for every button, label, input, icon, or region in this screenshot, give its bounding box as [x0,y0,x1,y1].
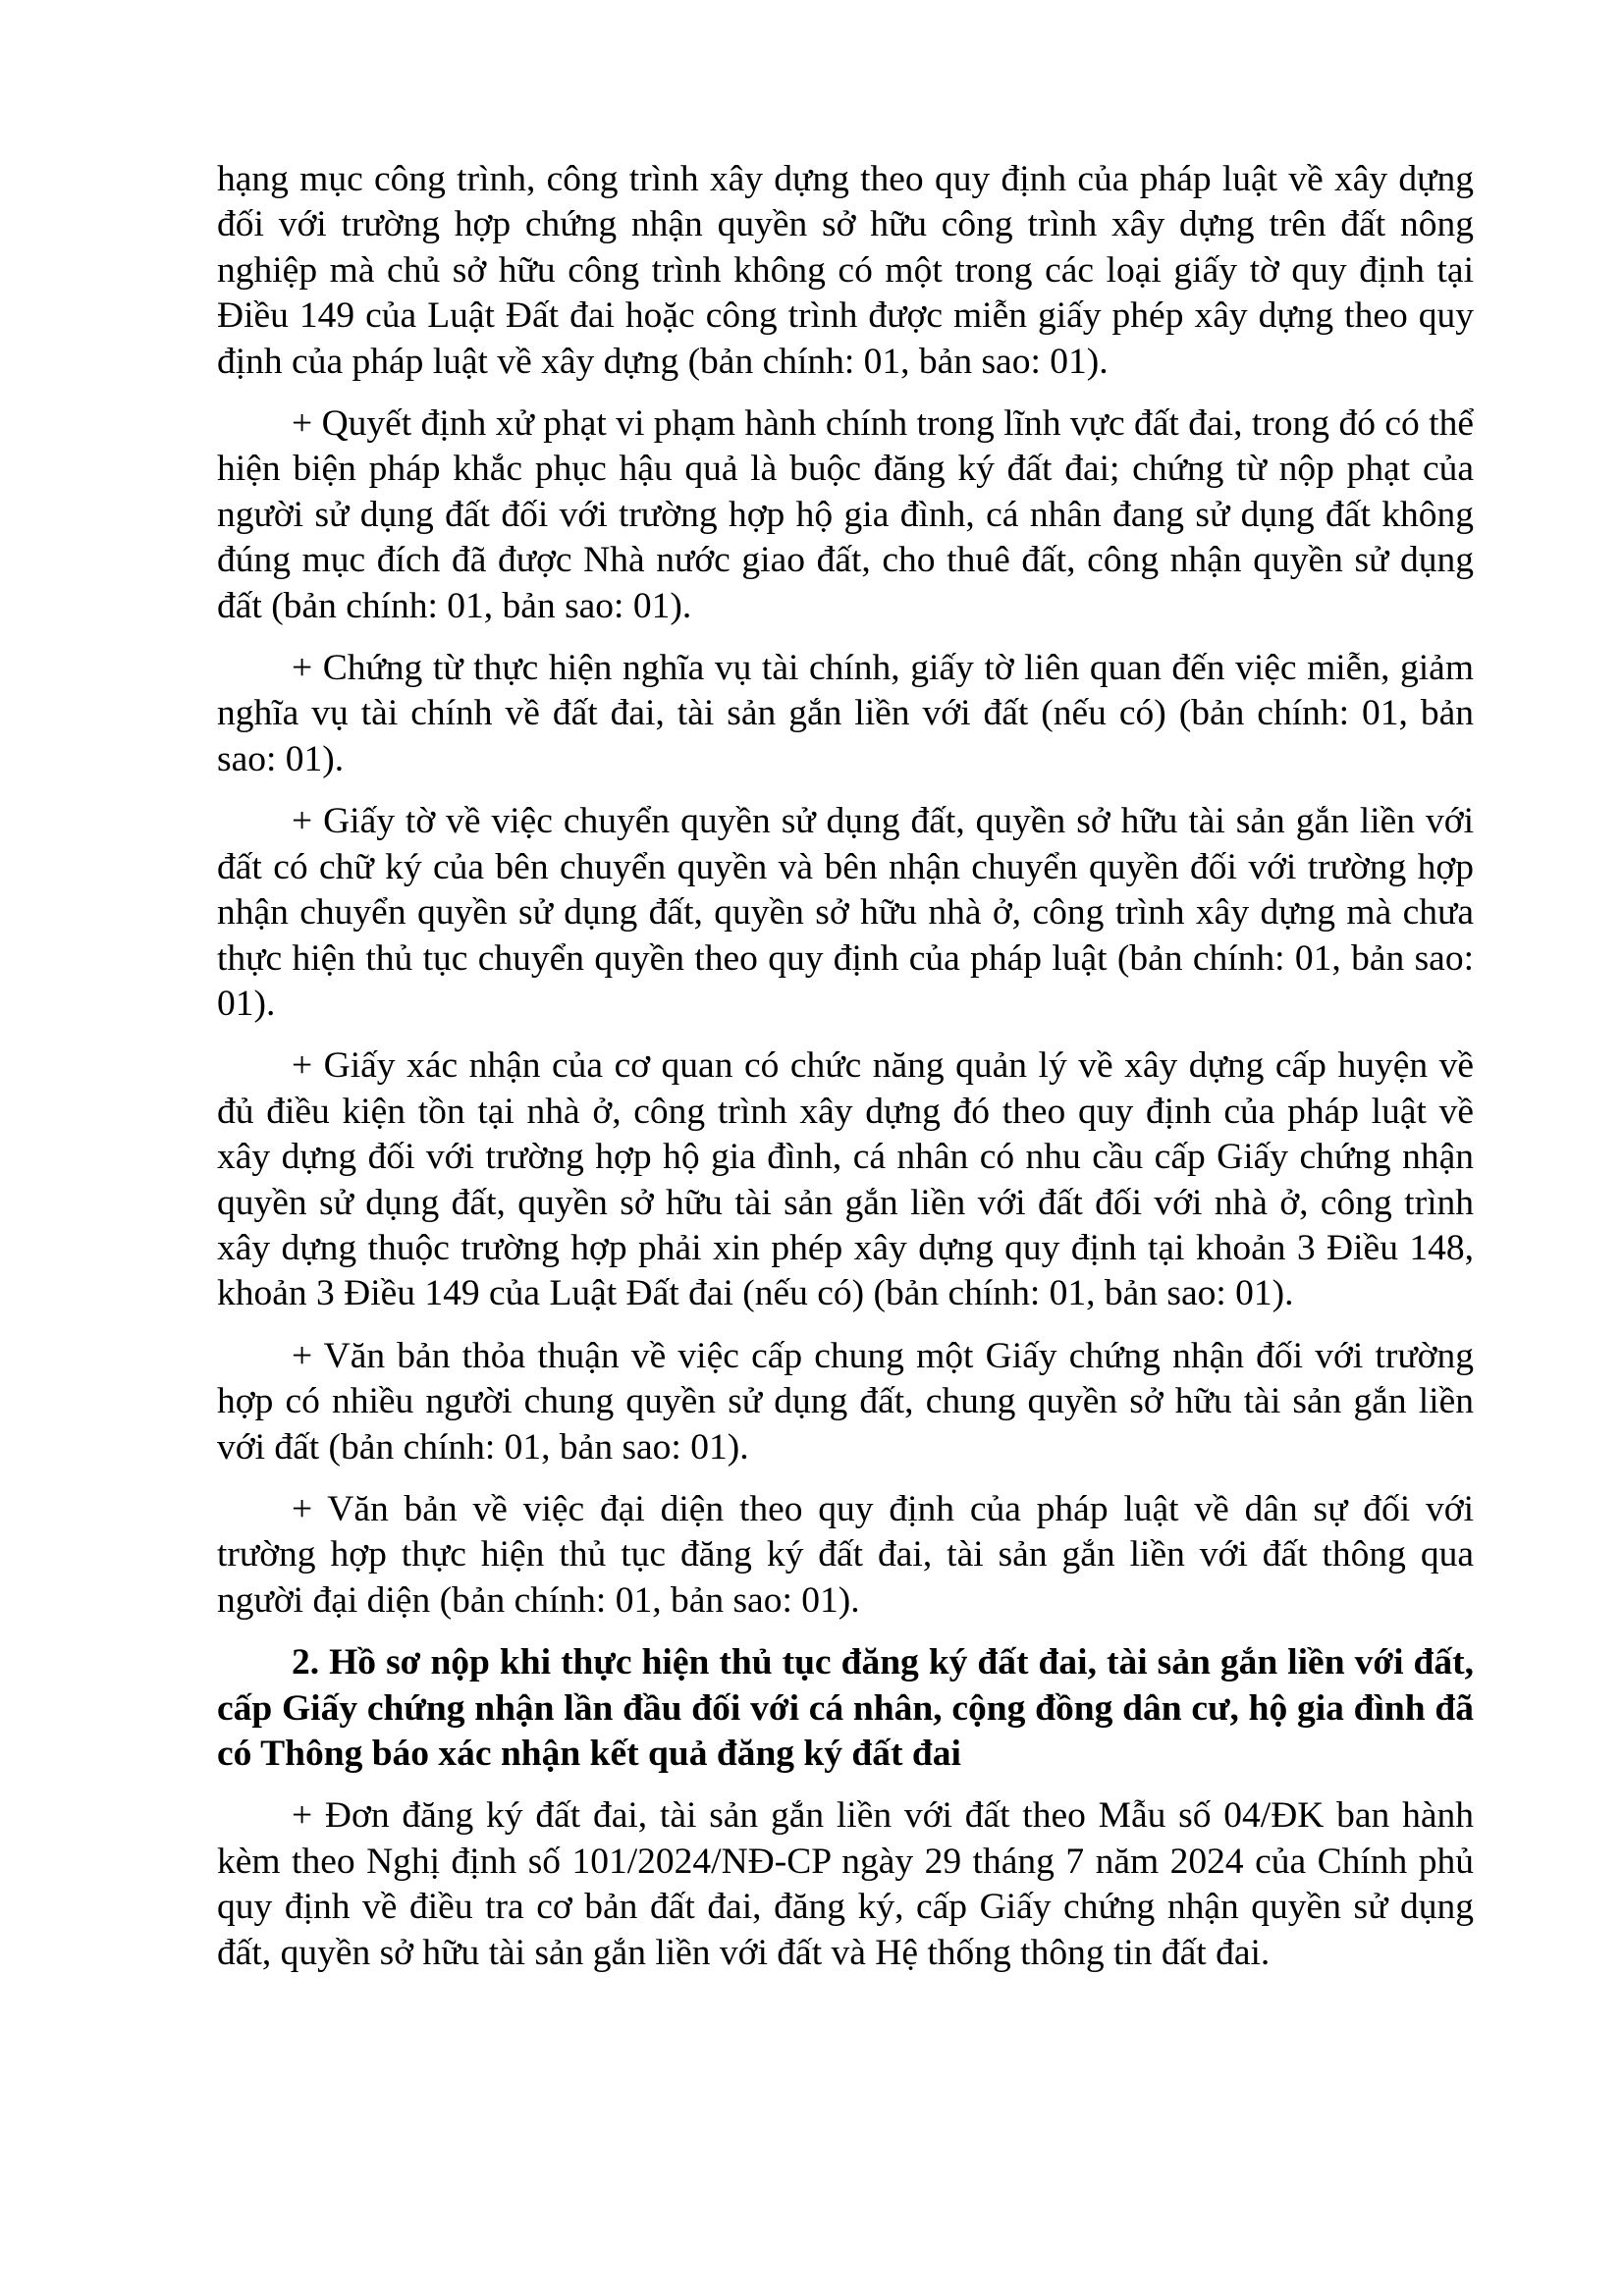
paragraph-joint-certificate-agreement: + Văn bản thỏa thuận về việc cấp chung một Giấy chứng nhận đối với trường hợp có nhiều người chung quyền sử dụng đất, chung quyền sở hữu tài sản gắn liền với đất (bản chính: 01, bản sao: 01). [217,1335,1474,1468]
paragraph-registration-form: + Đơn đăng ký đất đai, tài sản gắn liền với đất theo Mẫu số 04/ĐK ban hành kèm theo Nghị định số 101/2024/NĐ-CP ngày 29 tháng 7 năm 2024 của Chính phủ quy định về điều tra cơ bản đất đai, đăng ký, cấp Giấy chứng nhận quyền sử dụng đất, quyền sở hữu tài sản gắn liền với đất và Hệ thống thông tin đất đai. [217,1795,1474,1973]
paragraph-representation-document: + Văn bản về việc đại diện theo quy định của pháp luật về dân sự đối với trường hợp thực hiện thủ tục đăng ký đất đai, tài sản gắn liền với đất thông qua người đại diện (bản chính: 01, bản sao: 01). [217,1488,1474,1621]
paragraph-penalty-decision: + Quyết định xử phạt vi phạm hành chính trong lĩnh vực đất đai, trong đó có thể hiện biện pháp khắc phục hậu quả là buộc đăng ký đất đai; chứng từ nộp phạt của người sử dụng đất đối với trường hợp hộ gia đình, cá nhân đang sử dụng đất không đúng mục đích đã được Nhà nước giao đất, cho thuê đất, công nhận quyền sử dụng đất (bản chính: 01, bản sao: 01). [217,403,1474,626]
paragraph-continuation: hạng mục công trình, công trình xây dựng theo quy định của pháp luật về xây dựng đối với trường hợp chứng nhận quyền sở hữu công trình xây dựng trên đất nông nghiệp mà chủ sở hữu công trình không có một trong các loại giấy tờ quy định tại Điều 149 của Luật Đất đai hoặc công trình được miễn giấy phép xây dựng theo quy định của pháp luật về xây dựng (bản chính: 01, bản sao: 01). [217,159,1474,382]
section-heading: 2. Hồ sơ nộp khi thực hiện thủ tục đăng ký đất đai, tài sản gắn liền với đất, cấp Giấy chứng nhận lần đầu đối với cá nhân, cộng đồng dân cư, hộ gia đình đã có Thông báo xác nhận kết quả đăng ký đất đai [217,1642,1474,1774]
paragraph-construction-confirmation: + Giấy xác nhận của cơ quan có chức năng quản lý về xây dựng cấp huyện về đủ điều kiện tồn tại nhà ở, công trình xây dựng đó theo quy định của pháp luật về xây dựng đối với trường hợp hộ gia đình, cá nhân có nhu cầu cấp Giấy chứng nhận quyền sử dụng đất, quyền sở hữu tài sản gắn liền với đất đối với nhà ở, công trình xây dựng thuộc trường hợp phải xin phép xây dựng quy định tại khoản 3 Điều 148, khoản 3 Điều 149 của Luật Đất đai (nếu có) (bản chính: 01, bản sao: 01). [217,1045,1474,1314]
paragraph-financial-obligation: + Chứng từ thực hiện nghĩa vụ tài chính, giấy tờ liên quan đến việc miễn, giảm nghĩa vụ tài chính về đất đai, tài sản gắn liền với đất (nếu có) (bản chính: 01, bản sao: 01). [217,648,1474,779]
paragraph-transfer-documents: + Giấy tờ về việc chuyển quyền sử dụng đất, quyền sở hữu tài sản gắn liền với đất có chữ ký của bên chuyển quyền và bên nhận chuyển quyền đối với trường hợp nhận chuyển quyền sử dụng đất, quyền sở hữu nhà ở, công trình xây dựng mà chưa thực hiện thủ tục chuyển quyền theo quy định của pháp luật (bản chính: 01, bản sao: 01). [217,801,1474,1024]
document-body [217,157,1474,1993]
